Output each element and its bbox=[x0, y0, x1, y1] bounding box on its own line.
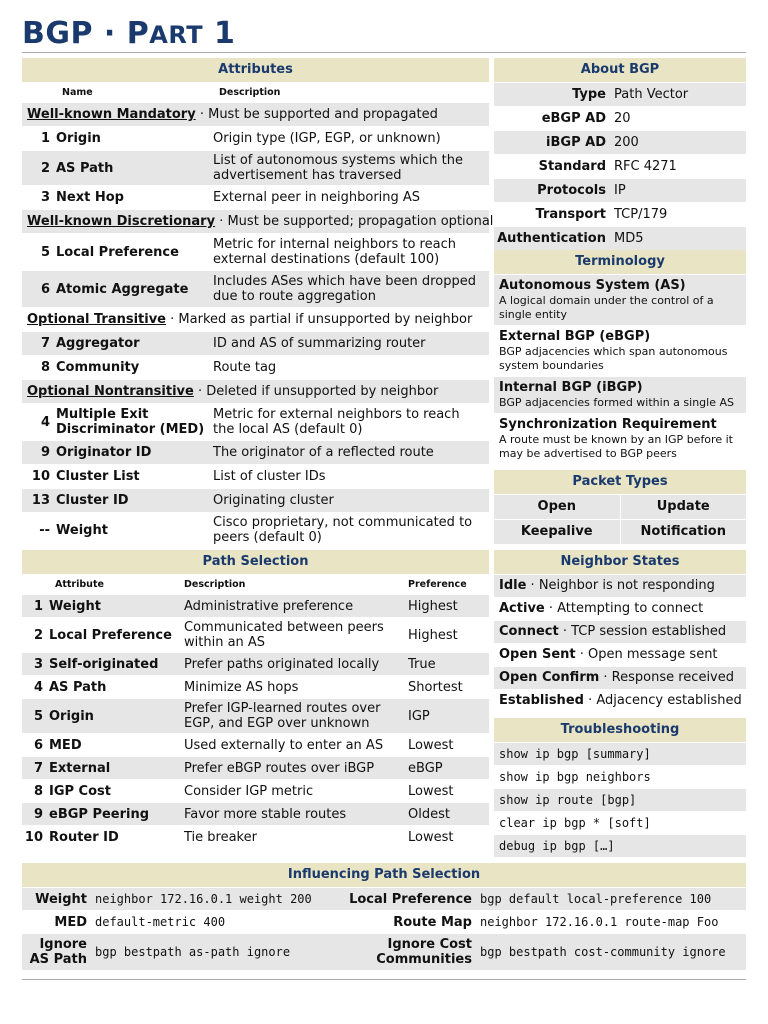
attributes-column-headers bbox=[22, 82, 489, 102]
path-selection-row bbox=[22, 618, 489, 652]
attribute-name: Atomic Aggregate bbox=[56, 281, 189, 297]
path-selection-preference: Highest bbox=[408, 598, 458, 614]
term-definition: A route must be known by an IGP before it may be advertised to BGP peers bbox=[499, 433, 733, 460]
path-selection-preference: Oldest bbox=[408, 806, 450, 822]
path-selection-description: Consider IGP metric bbox=[184, 783, 314, 799]
path-selection-step: 10 bbox=[24, 829, 43, 845]
path-selection-step: 2 bbox=[33, 627, 43, 643]
path-selection-attribute: Router ID bbox=[49, 829, 119, 845]
troubleshooting-command: debug ip bgp […] bbox=[494, 835, 746, 857]
attribute-type-code: 6 bbox=[40, 281, 50, 297]
attribute-name: Originator ID bbox=[56, 445, 152, 460]
neighbor-state-row bbox=[494, 575, 746, 597]
term-definition: A logical domain under the control of a single entity bbox=[499, 294, 714, 321]
term-name: Internal BGP (iBGP) bbox=[499, 380, 643, 395]
attribute-name: Cluster ID bbox=[56, 493, 129, 508]
attribute-name: Multiple Exit Discriminator (MED) bbox=[56, 407, 205, 437]
attribute-category-row bbox=[22, 380, 489, 403]
path-selection-row bbox=[22, 780, 489, 802]
troubleshooting-command: show ip bgp [summary] bbox=[494, 743, 746, 765]
attributes-table bbox=[22, 103, 494, 547]
path-selection-step: 1 bbox=[33, 598, 43, 614]
column-header-name: Name bbox=[62, 86, 93, 98]
neighbor-state-name: Open Sent bbox=[499, 647, 576, 662]
about-value: 200 bbox=[614, 135, 639, 150]
packet-types-panel bbox=[494, 470, 746, 544]
path-selection-preference: Shortest bbox=[408, 679, 463, 695]
path-selection-preference: Highest bbox=[408, 627, 458, 643]
attribute-category-row bbox=[22, 103, 489, 126]
about-value: MD5 bbox=[614, 231, 644, 246]
troubleshooting-command: show ip route [bgp] bbox=[494, 789, 746, 811]
about-key: Transport bbox=[535, 207, 606, 222]
attribute-type-code: 5 bbox=[40, 244, 50, 260]
attribute-description: Route tag bbox=[213, 360, 277, 375]
path-selection-description: Prefer paths originated locally bbox=[184, 656, 380, 672]
attribute-row bbox=[22, 489, 489, 512]
about-row bbox=[494, 203, 746, 226]
terminology-heading: Terminology bbox=[494, 250, 746, 274]
attribute-category-label: Well-known Discretionary bbox=[27, 214, 216, 229]
path-selection-attribute: eBGP Peering bbox=[49, 806, 150, 822]
influencing-command: default-metric 400 bbox=[95, 915, 226, 929]
neighbor-state-row bbox=[494, 690, 746, 712]
influencing-label: Route Map bbox=[393, 914, 472, 930]
path-selection-description: Prefer eBGP routes over iBGP bbox=[184, 760, 375, 776]
terminology-item bbox=[494, 275, 746, 325]
attribute-name: Local Preference bbox=[56, 244, 179, 260]
path-selection-attribute: External bbox=[49, 760, 111, 776]
neighbor-states-panel bbox=[494, 550, 746, 712]
attribute-category-note: · Must be supported and propagated bbox=[195, 107, 438, 122]
path-selection-preference: Lowest bbox=[408, 783, 454, 799]
path-selection-row bbox=[22, 757, 489, 779]
attribute-category-label: Optional Transitive bbox=[27, 312, 167, 327]
page-title: BGP · PART 1 bbox=[22, 16, 236, 51]
attribute-description: Metric for internal neighbors to reach external destinations (default 100) bbox=[213, 237, 456, 267]
neighbor-state-name: Open Confirm bbox=[499, 670, 600, 685]
about-row bbox=[494, 83, 746, 106]
path-selection-column-headers bbox=[22, 574, 489, 594]
attribute-row bbox=[22, 513, 489, 547]
path-selection-row bbox=[22, 653, 489, 675]
about-value: TCP/179 bbox=[614, 207, 668, 222]
neighbor-state-description: · Adjacency established bbox=[583, 693, 742, 708]
attribute-description: List of cluster IDs bbox=[213, 469, 326, 484]
neighbor-states-list bbox=[494, 575, 746, 712]
packet-types-grid bbox=[494, 495, 746, 544]
influencing-command: bgp default local-preference 100 bbox=[480, 892, 712, 906]
column-header-preference: Preference bbox=[408, 578, 467, 590]
neighbor-state-row bbox=[494, 598, 746, 620]
attribute-description: The originator of a reflected route bbox=[213, 445, 434, 460]
attribute-description: Originating cluster bbox=[213, 493, 334, 508]
influencing-label: Ignore AS Path bbox=[29, 937, 87, 967]
path-selection-preference: Lowest bbox=[408, 737, 454, 753]
neighbor-state-row bbox=[494, 644, 746, 666]
influencing-row bbox=[22, 911, 746, 933]
influencing-label: Local Preference bbox=[349, 891, 472, 907]
neighbor-state-description: · TCP session established bbox=[558, 624, 727, 639]
about-row bbox=[494, 131, 746, 154]
attribute-description: Includes ASes which have been dropped due to route aggregation bbox=[213, 274, 476, 304]
path-selection-table bbox=[22, 595, 489, 848]
attribute-row bbox=[22, 404, 489, 440]
neighbor-states-heading: Neighbor States bbox=[494, 550, 746, 574]
attribute-category-row bbox=[22, 210, 494, 233]
title-divider bbox=[22, 52, 746, 53]
term-name: Synchronization Requirement bbox=[499, 417, 717, 432]
attribute-row bbox=[22, 465, 489, 488]
neighbor-state-row bbox=[494, 667, 746, 689]
about-table bbox=[494, 83, 746, 250]
term-definition: BGP adjacencies which span autonomous system boundaries bbox=[499, 345, 728, 372]
attribute-description: External peer in neighboring AS bbox=[213, 190, 421, 205]
terminology-item bbox=[494, 377, 746, 413]
troubleshooting-panel bbox=[494, 718, 746, 857]
path-selection-description: Prefer IGP-learned routes over EGP, and EGP over unknown bbox=[184, 701, 381, 731]
path-selection-description: Communicated between peers within an AS bbox=[184, 620, 384, 650]
influencing-label: MED bbox=[54, 914, 87, 930]
path-selection-row bbox=[22, 826, 489, 848]
about-value: IP bbox=[614, 183, 626, 198]
influencing-label: Ignore Cost Communities bbox=[376, 937, 472, 967]
bottom-divider bbox=[22, 979, 746, 980]
path-selection-attribute: Origin bbox=[49, 708, 94, 724]
neighbor-state-description: · Open message sent bbox=[575, 647, 718, 662]
neighbor-state-description: · Attempting to connect bbox=[544, 601, 704, 616]
attribute-type-code: 13 bbox=[31, 493, 50, 508]
path-selection-attribute: MED bbox=[49, 737, 82, 753]
term-definition: BGP adjacencies formed within a single AS bbox=[499, 396, 734, 409]
path-selection-step: 7 bbox=[33, 760, 43, 776]
neighbor-state-name: Established bbox=[499, 693, 584, 708]
attribute-category-note: · Must be supported; propagation optional bbox=[215, 214, 494, 229]
neighbor-state-name: Active bbox=[499, 601, 545, 616]
about-key: Authentication bbox=[497, 231, 606, 246]
path-selection-row bbox=[22, 803, 489, 825]
attribute-name: AS Path bbox=[56, 160, 114, 176]
path-selection-step: 9 bbox=[33, 806, 43, 822]
path-selection-step: 3 bbox=[33, 656, 43, 672]
packet-type: Keepalive bbox=[494, 520, 620, 544]
influencing-command: neighbor 172.16.0.1 weight 200 bbox=[95, 892, 312, 906]
attribute-row bbox=[22, 127, 489, 150]
neighbor-state-name: Connect bbox=[499, 624, 559, 639]
attribute-name: Aggregator bbox=[56, 336, 140, 351]
attribute-name: Cluster List bbox=[56, 469, 140, 484]
path-selection-description: Administrative preference bbox=[184, 598, 354, 614]
attribute-description: List of autonomous systems which the advertisement has traversed bbox=[213, 153, 463, 183]
influencing-command: bgp bestpath as-path ignore bbox=[95, 945, 291, 959]
terminology-list bbox=[494, 275, 746, 464]
path-selection-attribute: Weight bbox=[49, 598, 101, 614]
about-panel bbox=[494, 58, 746, 250]
attribute-category-note: · Deleted if unsupported by neighbor bbox=[193, 384, 439, 399]
path-selection-attribute: AS Path bbox=[49, 679, 107, 695]
about-value: 20 bbox=[614, 111, 631, 126]
term-name: External BGP (eBGP) bbox=[499, 329, 651, 344]
influencing-table bbox=[22, 888, 746, 970]
about-value: RFC 4271 bbox=[614, 159, 677, 174]
attribute-description: Metric for external neighbors to reach the local AS (default 0) bbox=[213, 407, 460, 437]
attribute-name: Next Hop bbox=[56, 190, 124, 205]
attribute-type-code: 3 bbox=[40, 190, 50, 205]
influencing-row bbox=[22, 934, 746, 970]
path-selection-attribute: Local Preference bbox=[49, 627, 172, 643]
column-header-description: Description bbox=[184, 578, 246, 590]
path-selection-preference: True bbox=[408, 656, 436, 672]
about-row bbox=[494, 155, 746, 178]
attribute-row bbox=[22, 441, 489, 464]
attribute-description: Origin type (IGP, EGP, or unknown) bbox=[213, 131, 441, 146]
path-selection-description: Favor more stable routes bbox=[184, 806, 347, 822]
path-selection-preference: Lowest bbox=[408, 829, 454, 845]
path-selection-row bbox=[22, 734, 489, 756]
packet-type: Update bbox=[621, 495, 747, 519]
attribute-row bbox=[22, 271, 489, 307]
path-selection-preference: IGP bbox=[408, 708, 430, 724]
attribute-row bbox=[22, 186, 489, 209]
path-selection-row bbox=[22, 699, 489, 733]
influencing-heading: Influencing Path Selection bbox=[22, 863, 746, 887]
attribute-category-label: Optional Nontransitive bbox=[27, 384, 194, 399]
about-heading: About BGP bbox=[494, 58, 746, 82]
attribute-type-code: 9 bbox=[40, 445, 50, 460]
path-selection-attribute: IGP Cost bbox=[49, 783, 111, 799]
attribute-name: Weight bbox=[56, 522, 108, 538]
terminology-item bbox=[494, 326, 746, 376]
attribute-type-code: -- bbox=[39, 522, 50, 538]
neighbor-state-description: · Response received bbox=[599, 670, 735, 685]
attribute-description: ID and AS of summarizing router bbox=[213, 336, 426, 351]
terminology-item bbox=[494, 414, 746, 464]
attribute-description: Cisco proprietary, not communicated to peers (default 0) bbox=[213, 515, 473, 545]
about-value: Path Vector bbox=[614, 87, 689, 102]
path-selection-description: Tie breaker bbox=[184, 829, 257, 845]
packet-type: Open bbox=[494, 495, 620, 519]
attribute-row bbox=[22, 356, 489, 379]
attributes-heading: Attributes bbox=[22, 58, 489, 82]
path-selection-panel bbox=[22, 550, 489, 848]
packet-type: Notification bbox=[621, 520, 747, 544]
path-selection-step: 6 bbox=[33, 737, 43, 753]
attribute-row bbox=[22, 332, 489, 355]
about-row bbox=[494, 227, 746, 250]
attribute-type-code: 1 bbox=[40, 131, 50, 146]
attribute-category-note: · Marked as partial if unsupported by neighbor bbox=[166, 312, 473, 327]
path-selection-heading: Path Selection bbox=[22, 550, 489, 574]
troubleshooting-heading: Troubleshooting bbox=[494, 718, 746, 742]
neighbor-state-name: Idle bbox=[499, 578, 527, 593]
terminology-panel bbox=[494, 250, 746, 464]
path-selection-row bbox=[22, 595, 489, 617]
attribute-category-row bbox=[22, 308, 489, 331]
about-key: iBGP AD bbox=[546, 135, 606, 150]
influencing-row bbox=[22, 888, 746, 910]
path-selection-step: 4 bbox=[33, 679, 43, 695]
path-selection-step: 5 bbox=[33, 708, 43, 724]
attribute-row bbox=[22, 151, 489, 185]
about-key: Standard bbox=[538, 159, 606, 174]
path-selection-step: 8 bbox=[33, 783, 43, 799]
path-selection-row bbox=[22, 676, 489, 698]
path-selection-attribute: Self-originated bbox=[49, 656, 159, 672]
neighbor-state-description: · Neighbor is not responding bbox=[526, 578, 715, 593]
attribute-name: Community bbox=[56, 360, 140, 375]
troubleshooting-commands bbox=[494, 743, 746, 857]
about-key: Protocols bbox=[537, 183, 606, 198]
about-row bbox=[494, 107, 746, 130]
influencing-label: Weight bbox=[35, 891, 87, 907]
about-key: Type bbox=[572, 87, 606, 102]
attribute-type-code: 2 bbox=[40, 160, 50, 176]
attribute-type-code: 10 bbox=[31, 469, 50, 484]
path-selection-preference: eBGP bbox=[408, 760, 443, 776]
neighbor-state-row bbox=[494, 621, 746, 643]
path-selection-description: Minimize AS hops bbox=[184, 679, 299, 695]
attributes-panel bbox=[22, 58, 494, 547]
column-header-attribute: Attribute bbox=[55, 578, 104, 590]
influencing-command: bgp bestpath cost-community ignore bbox=[480, 945, 726, 959]
attribute-type-code: 8 bbox=[40, 360, 50, 375]
attribute-type-code: 7 bbox=[40, 336, 50, 351]
troubleshooting-command: clear ip bgp * [soft] bbox=[494, 812, 746, 834]
about-key: eBGP AD bbox=[541, 111, 606, 126]
influencing-panel bbox=[22, 863, 746, 970]
path-selection-description: Used externally to enter an AS bbox=[184, 737, 384, 753]
about-row bbox=[494, 179, 746, 202]
attribute-name: Origin bbox=[56, 131, 101, 146]
attribute-type-code: 4 bbox=[40, 414, 50, 430]
troubleshooting-command: show ip bgp neighbors bbox=[494, 766, 746, 788]
packet-types-heading: Packet Types bbox=[494, 470, 746, 494]
term-name: Autonomous System (AS) bbox=[499, 278, 686, 293]
column-header-description: Description bbox=[219, 86, 281, 98]
attribute-category-label: Well-known Mandatory bbox=[27, 107, 196, 122]
attribute-row bbox=[22, 234, 489, 270]
influencing-command: neighbor 172.16.0.1 route-map Foo bbox=[480, 915, 719, 929]
